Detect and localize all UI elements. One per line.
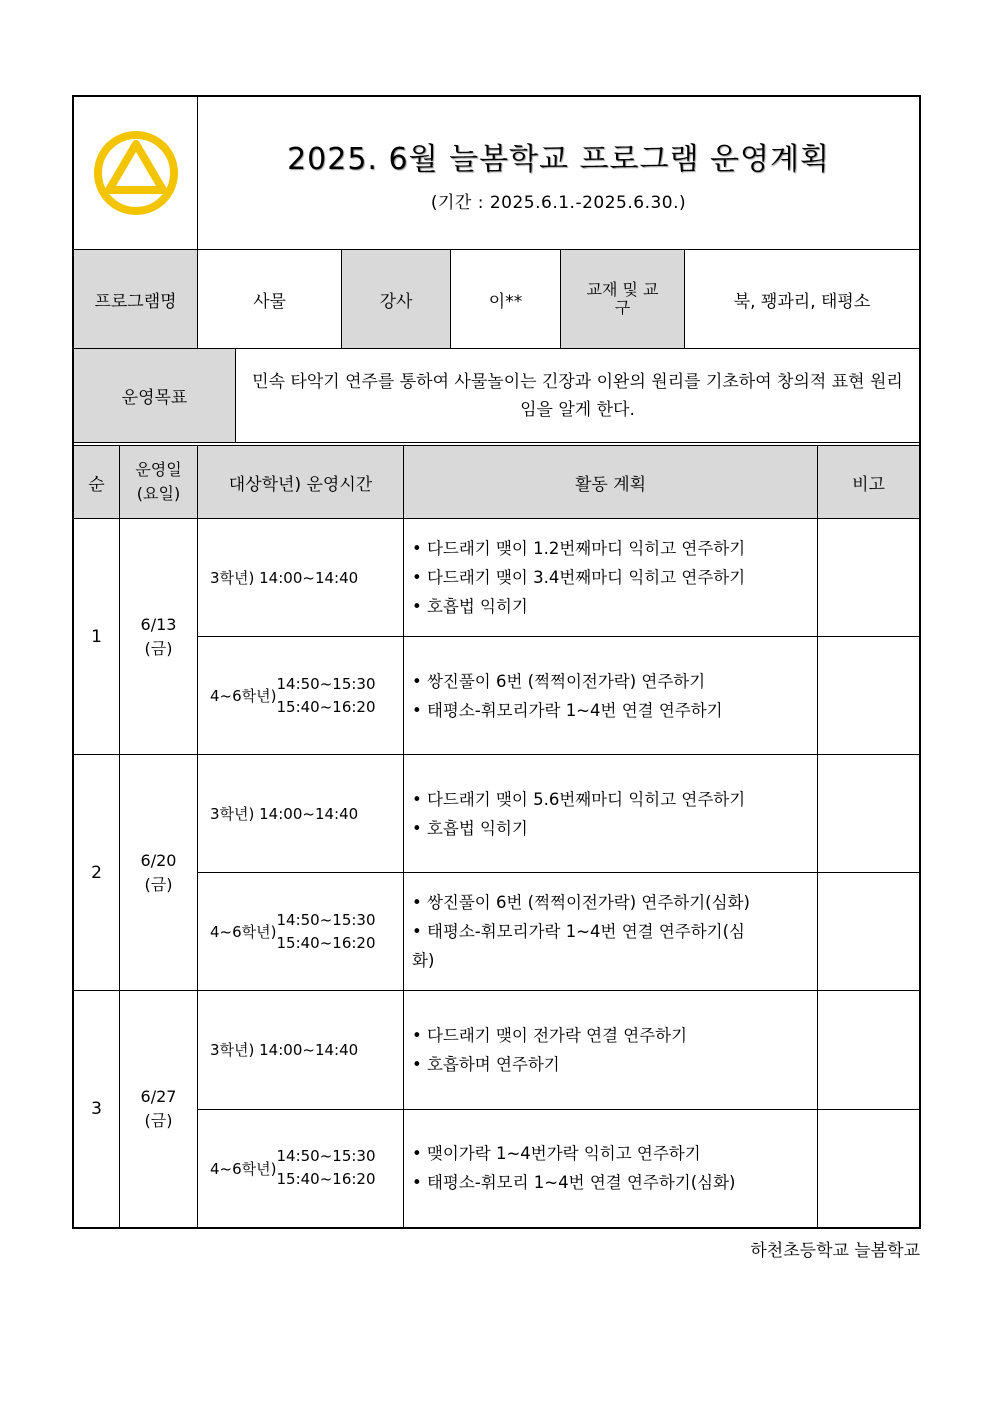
slot-time: 3학년) 14:00~14:40 bbox=[198, 519, 404, 636]
slot-row bbox=[198, 991, 919, 1110]
plan-item: • 다드래기 맺이 5.6번째마디 익히고 연주하기 bbox=[412, 789, 746, 809]
header-date: 운영일 (요일) bbox=[120, 446, 198, 518]
header-plan: 활동 계획 bbox=[404, 446, 818, 518]
program-name-label: 프로그램명 bbox=[74, 250, 198, 348]
program-info-row bbox=[74, 250, 919, 349]
slot-time bbox=[198, 637, 404, 754]
header-time: 대상학년) 운영시간 bbox=[198, 446, 404, 518]
slot-plan bbox=[404, 1110, 818, 1228]
slot-row bbox=[198, 873, 919, 990]
header-no: 순 bbox=[74, 446, 120, 518]
slot-plan bbox=[404, 637, 818, 754]
slot-time: 3학년) 14:00~14:40 bbox=[198, 755, 404, 872]
plan-item: • 태평소-휘모리가락 1~4번 연결 연주하기(심 bbox=[412, 922, 745, 941]
slot-note bbox=[818, 519, 919, 636]
plan-item: • 호흡법 익히기 bbox=[412, 597, 528, 616]
slot-time-2: 15:40~16:20 bbox=[276, 1170, 376, 1189]
teacher-value: 이** bbox=[451, 250, 561, 348]
session-row bbox=[74, 991, 919, 1227]
session-number: 1 bbox=[74, 519, 120, 754]
goal-text: 민속 타악기 연주를 통하여 사물놀이는 긴장과 이완의 원리를 기초하여 창의적 표현 원리임을 알게 한다. bbox=[252, 371, 903, 420]
slot-note bbox=[818, 637, 919, 754]
school-emblem-icon bbox=[74, 97, 198, 249]
slot-note bbox=[818, 991, 919, 1109]
slot-time-1: 14:50~15:30 bbox=[276, 910, 376, 929]
slot-plan bbox=[404, 519, 818, 636]
slot-time bbox=[198, 873, 404, 990]
slot-plan bbox=[404, 755, 818, 872]
slot-plan bbox=[404, 873, 818, 990]
session-date: 6/20 bbox=[140, 850, 177, 870]
materials-value: 북, 꽹과리, 태평소 bbox=[733, 291, 871, 312]
session-date: 6/13 bbox=[140, 614, 177, 634]
plan-item: • 다드래기 맺이 전가락 연결 연주하기 bbox=[412, 1025, 688, 1045]
slot-row bbox=[198, 637, 919, 754]
goal-label: 운영목표 bbox=[74, 349, 236, 442]
slot-note bbox=[818, 755, 919, 872]
slot-note bbox=[818, 873, 919, 990]
plan-item: • 태평소-휘모리 1~4번 연결 연주하기(심화) bbox=[412, 1173, 736, 1193]
slot-row bbox=[198, 1110, 919, 1228]
session-day: (금) bbox=[144, 874, 173, 894]
slot-note bbox=[818, 1110, 919, 1228]
plan-document bbox=[72, 95, 921, 1229]
session-row bbox=[74, 755, 919, 991]
title-row bbox=[74, 97, 919, 250]
session-day: (금) bbox=[144, 638, 173, 658]
session-date-cell bbox=[120, 519, 198, 754]
session-row bbox=[74, 519, 919, 755]
session-date-cell bbox=[120, 755, 198, 990]
plan-item: 화) bbox=[412, 951, 435, 970]
materials-label: 교재 및 교구 bbox=[561, 250, 685, 348]
plan-item: • 태평소-휘모리가락 1~4번 연결 연주하기 bbox=[412, 700, 723, 720]
session-number: 3 bbox=[74, 991, 120, 1227]
slot-time-2: 15:40~16:20 bbox=[276, 933, 376, 952]
session-date: 6/27 bbox=[140, 1087, 177, 1106]
page-title: 2025. 6월 늘봄학교 프로그램 운영계획 bbox=[287, 141, 830, 177]
footer-school-name: 하천초등학교 늘봄학교 bbox=[750, 1241, 920, 1261]
plan-item: • 호흡하며 연주하기 bbox=[412, 1054, 560, 1074]
plan-item: • 다드래기 맺이 3.4번째마디 익히고 연주하기 bbox=[412, 568, 746, 587]
slot-grade: 4~6학년) bbox=[210, 687, 277, 705]
table-header bbox=[74, 446, 919, 519]
slot-time-1: 14:50~15:30 bbox=[276, 674, 376, 693]
slot-time: 3학년) 14:00~14:40 bbox=[198, 991, 404, 1109]
plan-item: • 다드래기 맺이 1.2번째마디 익히고 연주하기 bbox=[412, 539, 746, 558]
plan-item: • 쌍진풀이 6번 (쩍쩍이전가락) 연주하기(심화) bbox=[412, 893, 750, 912]
title-block bbox=[198, 97, 919, 249]
slot-row bbox=[198, 755, 919, 873]
plan-item: • 호흡법 익히기 bbox=[412, 818, 528, 838]
session-day: (금) bbox=[144, 1111, 173, 1130]
period-text: (기간 : 2025.6.1.-2025.6.30.) bbox=[430, 192, 687, 213]
plan-item: • 맺이가락 1~4번가락 익히고 연주하기 bbox=[412, 1144, 701, 1164]
slot-time-1: 14:50~15:30 bbox=[276, 1147, 376, 1166]
slot-time-2: 15:40~16:20 bbox=[276, 697, 376, 716]
goal-row bbox=[74, 349, 919, 446]
slot-plan bbox=[404, 991, 818, 1109]
session-date-cell bbox=[120, 991, 198, 1227]
header-note: 비고 bbox=[852, 474, 885, 495]
plan-item: • 쌍진풀이 6번 (쩍쩍이전가락) 연주하기 bbox=[412, 671, 706, 691]
slot-grade: 4~6학년) bbox=[210, 1159, 277, 1178]
slot-grade: 4~6학년) bbox=[210, 923, 277, 941]
slot-row bbox=[198, 519, 919, 637]
session-number: 2 bbox=[74, 755, 120, 990]
program-name-value: 사물 bbox=[198, 250, 342, 348]
teacher-label: 강사 bbox=[342, 250, 451, 348]
slot-time bbox=[198, 1110, 404, 1228]
